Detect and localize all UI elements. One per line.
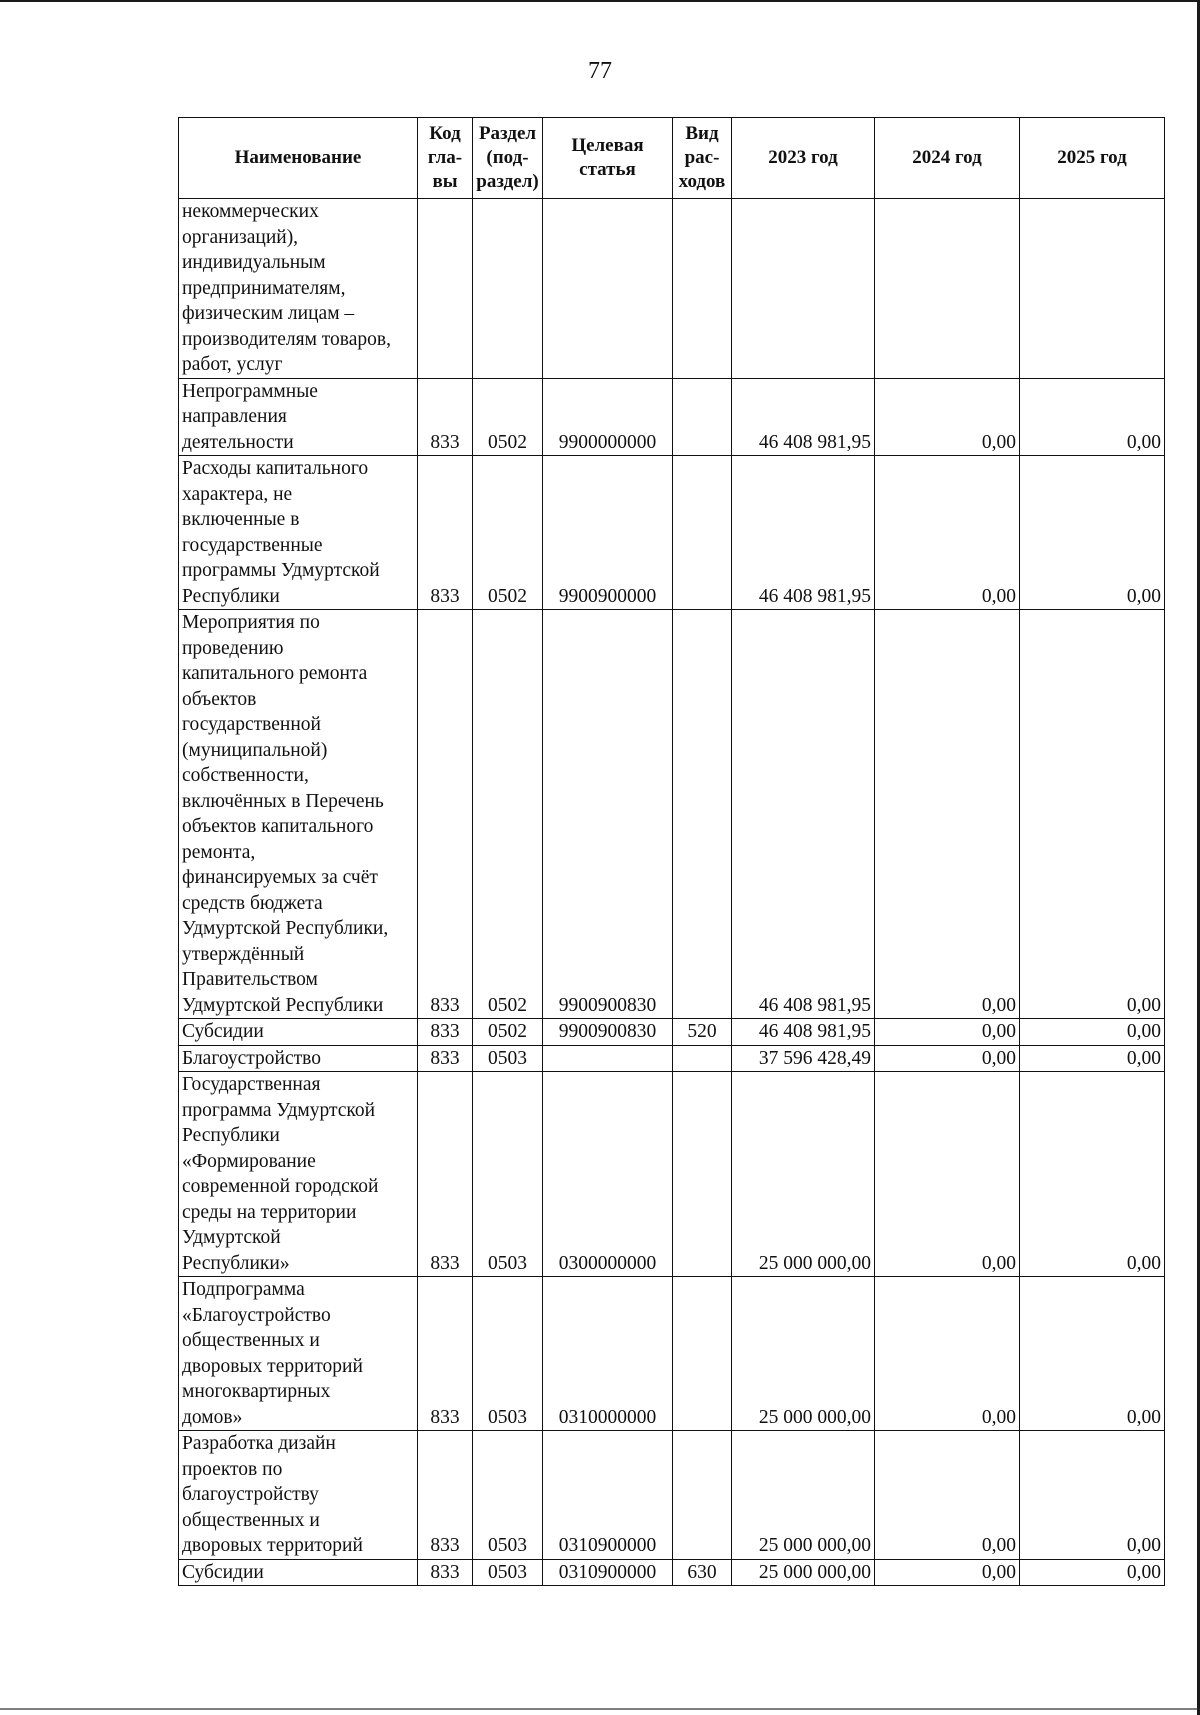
cell-name: Субсидии (179, 1559, 418, 1586)
cell-2024: 0,00 (875, 1559, 1020, 1586)
table-row (179, 199, 1165, 379)
cell-section: 0502 (473, 610, 543, 1019)
table-row (179, 1559, 1165, 1586)
cell-target (543, 1045, 673, 1072)
cell-2023: 46 408 981,95 (732, 456, 875, 610)
header-section: Раздел (под- раздел) (473, 118, 543, 199)
cell-2023: 46 408 981,95 (732, 1019, 875, 1046)
cell-name: некоммерческих организаций), индивидуальным предпринимателям, физическим лицам – производителям товаров, работ, услуг (179, 199, 418, 379)
table-body (179, 199, 1165, 1586)
cell-kind: 630 (673, 1559, 732, 1586)
header-name: Наименование (179, 118, 418, 199)
cell-target: 9900900830 (543, 1019, 673, 1046)
cell-2023: 25 000 000,00 (732, 1559, 875, 1586)
cell-2024: 0,00 (875, 1045, 1020, 1072)
cell-2023: 25 000 000,00 (732, 1072, 875, 1277)
cell-name: Разработка дизайн проектов по благоустройству общественных и дворовых территорий (179, 1431, 418, 1560)
cell-section: 0503 (473, 1431, 543, 1560)
table-row (179, 378, 1165, 456)
cell-2024: 0,00 (875, 1431, 1020, 1560)
table-row (179, 1019, 1165, 1046)
cell-2024: 0,00 (875, 610, 1020, 1019)
table-row (179, 1431, 1165, 1560)
cell-kind (673, 378, 732, 456)
cell-2023: 37 596 428,49 (732, 1045, 875, 1072)
cell-target: 0300000000 (543, 1072, 673, 1277)
cell-name: Мероприятия по проведению капитального ремонта объектов государственной (муниципальной) собственности, включённых в Перечень объектов капитального ремонта, финансируемых за счёт средств бюджета Удмуртской Республики, утверждённый Правительством Удмуртской Республики (179, 610, 418, 1019)
budget-table (178, 117, 1165, 1586)
cell-code: 833 (418, 1559, 473, 1586)
cell-name: Непрограммные направления деятельности (179, 378, 418, 456)
cell-target (543, 199, 673, 379)
cell-section (473, 199, 543, 379)
header-kind: Вид рас- ходов (673, 118, 732, 199)
cell-2023: 46 408 981,95 (732, 378, 875, 456)
cell-name: Подпрограмма «Благоустройство общественных и дворовых территорий многоквартирных домов» (179, 1277, 418, 1431)
table-row (179, 1045, 1165, 1072)
cell-code: 833 (418, 1072, 473, 1277)
table-row (179, 1072, 1165, 1277)
cell-2025: 0,00 (1020, 1559, 1165, 1586)
scan-border-bottom (0, 1708, 1200, 1710)
cell-code: 833 (418, 1431, 473, 1560)
cell-2024: 0,00 (875, 378, 1020, 456)
cell-kind (673, 1045, 732, 1072)
cell-code (418, 199, 473, 379)
cell-2024: 0,00 (875, 1277, 1020, 1431)
cell-2023: 46 408 981,95 (732, 610, 875, 1019)
header-2025: 2025 год (1020, 118, 1165, 199)
cell-2025: 0,00 (1020, 1431, 1165, 1560)
cell-code: 833 (418, 456, 473, 610)
cell-section: 0503 (473, 1045, 543, 1072)
cell-code: 833 (418, 378, 473, 456)
cell-kind (673, 1277, 732, 1431)
cell-2025: 0,00 (1020, 378, 1165, 456)
cell-2025: 0,00 (1020, 1019, 1165, 1046)
cell-section: 0503 (473, 1559, 543, 1586)
header-2023: 2023 год (732, 118, 875, 199)
cell-name: Субсидии (179, 1019, 418, 1046)
cell-kind (673, 1431, 732, 1560)
cell-section: 0502 (473, 1019, 543, 1046)
cell-section: 0503 (473, 1277, 543, 1431)
cell-kind (673, 610, 732, 1019)
cell-2025: 0,00 (1020, 1045, 1165, 1072)
cell-name: Расходы капитального характера, не включенные в государственные программы Удмуртской Республики (179, 456, 418, 610)
cell-code: 833 (418, 1045, 473, 1072)
cell-kind (673, 1072, 732, 1277)
cell-2025: 0,00 (1020, 1277, 1165, 1431)
cell-2025: 0,00 (1020, 1072, 1165, 1277)
cell-name: Благоустройство (179, 1045, 418, 1072)
cell-target: 0310000000 (543, 1277, 673, 1431)
scan-border-top (0, 0, 1200, 2)
cell-2025: 0,00 (1020, 456, 1165, 610)
cell-section: 0502 (473, 456, 543, 610)
table-header-row (179, 118, 1165, 199)
cell-code: 833 (418, 610, 473, 1019)
table-row (179, 610, 1165, 1019)
cell-kind (673, 199, 732, 379)
header-2024: 2024 год (875, 118, 1020, 199)
cell-2023 (732, 199, 875, 379)
header-target: Целевая статья (543, 118, 673, 199)
cell-target: 9900900830 (543, 610, 673, 1019)
cell-target: 9900900000 (543, 456, 673, 610)
cell-section: 0503 (473, 1072, 543, 1277)
cell-2024: 0,00 (875, 1072, 1020, 1277)
cell-name: Государственная программа Удмуртской Республики «Формирование современной городской среды на территории Удмуртской Республики» (179, 1072, 418, 1277)
cell-code: 833 (418, 1019, 473, 1046)
cell-target: 0310900000 (543, 1559, 673, 1586)
header-code: Код гла- вы (418, 118, 473, 199)
page-number: 77 (588, 58, 612, 84)
cell-kind (673, 456, 732, 610)
table-row (179, 456, 1165, 610)
cell-code: 833 (418, 1277, 473, 1431)
cell-2024: 0,00 (875, 456, 1020, 610)
cell-2025: 0,00 (1020, 610, 1165, 1019)
cell-section: 0502 (473, 378, 543, 456)
cell-2023: 25 000 000,00 (732, 1431, 875, 1560)
cell-2025 (1020, 199, 1165, 379)
table-row (179, 1277, 1165, 1431)
cell-2023: 25 000 000,00 (732, 1277, 875, 1431)
cell-target: 9900000000 (543, 378, 673, 456)
cell-2024 (875, 199, 1020, 379)
cell-kind: 520 (673, 1019, 732, 1046)
cell-target: 0310900000 (543, 1431, 673, 1560)
cell-2024: 0,00 (875, 1019, 1020, 1046)
